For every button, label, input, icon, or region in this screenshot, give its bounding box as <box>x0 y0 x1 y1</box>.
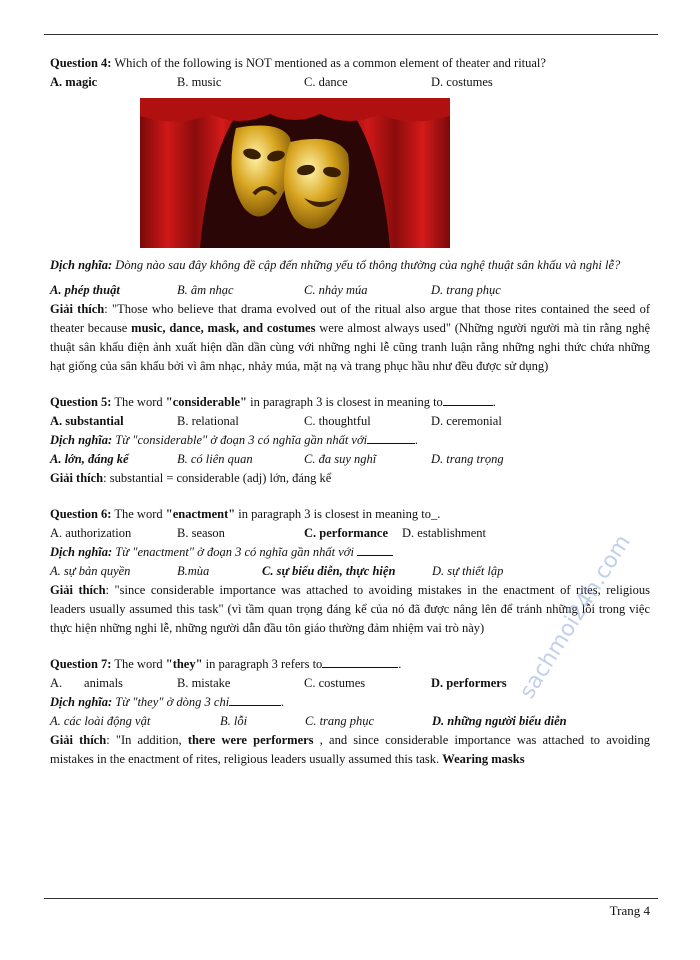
vi-option-b: B.mùa <box>177 564 210 578</box>
theater-masks-icon <box>140 98 450 248</box>
translation-text: Từ "considerable" ở đoạn 3 có nghĩa gần nhất với <box>112 433 368 447</box>
vi-option-d: D. sự thiết lập <box>432 564 504 578</box>
question-4 <box>50 54 650 73</box>
answer-options <box>50 412 650 431</box>
question-label: Question 7: <box>50 657 112 671</box>
explanation-text-2: , and since considerable importance was attached to avoiding mistakes in the enactment of rites, religious leaders usually assumed this task. <box>50 733 650 766</box>
explanation-label: Giải thích <box>50 471 104 485</box>
question-text-2: in paragraph 3 is closest in meaning to_. <box>235 507 441 521</box>
explanation <box>50 300 650 376</box>
vi-option-d: D. những người biểu diễn <box>432 714 567 728</box>
vi-option-d: D. trang phục <box>431 283 501 297</box>
vi-options <box>50 712 650 731</box>
option-b: B. relational <box>177 414 239 428</box>
answer-blank <box>367 432 415 444</box>
question-5: Question 5: The word "considerable" in paragraph 3 is closest in meaning to . <box>50 395 496 409</box>
question-6 <box>50 505 650 524</box>
answer-options <box>50 674 650 693</box>
explanation-label: Giải thích <box>50 733 107 747</box>
explanation-key: music, dance, mask, and costumes <box>131 321 316 335</box>
question-text: Which of the following is NOT mentioned as a common element of theater and ritual? <box>111 56 546 70</box>
question-label: Question 6: <box>50 507 112 521</box>
translation-line <box>50 256 650 275</box>
translation-line <box>50 543 650 562</box>
explanation-text: : substantial = considerable (adj) lớn, đáng kể <box>103 471 332 485</box>
explanation-text: : "In addition, <box>106 733 188 747</box>
explanation-key: there were performers <box>187 733 314 747</box>
vi-option-d: D. trang trọng <box>431 452 504 466</box>
explanation-label: Giải thích <box>50 302 105 316</box>
vi-option-c: C. đa suy nghĩ <box>304 452 377 466</box>
top-rule <box>44 34 658 35</box>
option-c: C. costumes <box>304 676 366 690</box>
answer-blank <box>229 694 281 706</box>
vi-option-b: B. lỗi <box>220 714 248 728</box>
option-b: B. season <box>177 526 225 540</box>
vi-option-a: A. các loài động vật <box>50 714 151 728</box>
option-b: B. music <box>177 75 222 89</box>
question-text: The word <box>111 507 166 521</box>
page-number: Trang 4 <box>609 903 650 918</box>
translation-text: Dòng nào sau đây không đề cập đến những yếu tố thông thường của nghệ thuật sân khấu và nghi lễ? <box>112 258 621 272</box>
option-a: A. authorization <box>50 526 132 540</box>
explanation-label: Giải thích <box>50 583 106 597</box>
explanation <box>50 469 650 488</box>
translation-text: Từ "enactment" ở đoạn 3 có nghĩa gần nhất với <box>112 545 354 559</box>
translation-label: Dịch nghĩa: <box>50 258 113 272</box>
theater-masks-image <box>140 98 450 248</box>
option-a: A. substantial <box>50 414 124 428</box>
question-word: "enactment" <box>165 507 236 521</box>
question-7: Question 7: The word "they" in paragraph 3 refers to . <box>50 657 402 671</box>
answer-blank <box>357 544 393 556</box>
option-d: D. performers <box>431 676 507 690</box>
vi-option-a: A. lớn, đáng kể <box>50 452 129 466</box>
answer-blank <box>322 656 398 668</box>
bottom-rule <box>44 898 658 899</box>
vi-option-a: A. sự bản quyền <box>50 564 131 578</box>
question-label: Question 5: <box>50 395 112 409</box>
question-label: Question 4: <box>50 56 112 70</box>
answer-blank <box>443 394 493 406</box>
question-text: The word <box>111 395 166 409</box>
vi-option-b: B. âm nhạc <box>177 283 234 297</box>
vi-option-c: C. trang phục <box>305 714 375 728</box>
vi-options <box>50 450 650 469</box>
answer-options <box>50 524 650 543</box>
explanation-text: : "since considerable importance was attached to avoiding mistakes in the enactment of rites, religious leaders usually assumed this task" (vì tầm quan trọng đáng kể của nó đã được nâng lên để tránh những lỗi trong việc thực hiện những nghi lễ, những người dẫn đầu tôn giáo thường đảm nhiệm vai trò này) <box>50 583 650 635</box>
explanation-key-2: Wearing masks <box>442 752 525 766</box>
explanation-text-2: were almost always used" (Những người người mà tin rằng nghệ thuật sân khấu điện ảnh xuất hiện dần dần cùng với những nghi lễ cũng tranh luận rằng những nghi thức chứa những hạt giống của sân khấu bởi vì âm nhạc, nhảy múa, mặt nạ và trang phục hầu như đều được sử dụng) <box>50 321 650 373</box>
option-d: D. ceremonial <box>431 414 502 428</box>
vi-option-c: C. nhảy múa <box>304 283 368 297</box>
option-c: C. thoughtful <box>304 414 371 428</box>
option-c: C. dance <box>304 75 348 89</box>
vi-option-a: A. phép thuật <box>50 283 120 297</box>
translation-line: Dịch nghĩa: Từ "they" ở dòng 3 chỉ . <box>50 695 285 709</box>
translation-line: Dịch nghĩa: Từ "considerable" ở đoạn 3 có nghĩa gần nhất với . <box>50 433 419 447</box>
question-text: The word <box>111 657 166 671</box>
vi-options <box>50 281 650 300</box>
question-text-2: in paragraph 3 refers to <box>202 657 323 671</box>
answer-options <box>50 73 650 92</box>
vi-option-b: B. có liên quan <box>177 452 253 466</box>
question-word: "they" <box>165 657 203 671</box>
translation-text: Từ "they" ở dòng 3 chỉ <box>112 695 230 709</box>
translation-label: Dịch nghĩa: <box>50 695 113 709</box>
explanation <box>50 731 650 769</box>
translation-label: Dịch nghĩa: <box>50 545 113 559</box>
explanation-text: : "Those who believe that drama evolved out of the ritual also argue that those rites contained the seed of theater because <box>50 302 650 335</box>
option-c: C. performance <box>304 526 388 540</box>
option-b: B. mistake <box>177 676 231 690</box>
vi-options <box>50 562 650 581</box>
option-a: A. animals <box>50 676 123 690</box>
option-d: D. establishment <box>402 526 487 540</box>
watermark: sachmoi24h.com <box>515 530 636 704</box>
option-d: D. costumes <box>431 75 493 89</box>
translation-label: Dịch nghĩa: <box>50 433 113 447</box>
vi-option-c: C. sự biểu diễn, thực hiện <box>262 564 396 578</box>
option-a: A. magic <box>50 75 98 89</box>
question-text-2: in paragraph 3 is closest in meaning to <box>247 395 443 409</box>
question-word: "considerable" <box>165 395 247 409</box>
